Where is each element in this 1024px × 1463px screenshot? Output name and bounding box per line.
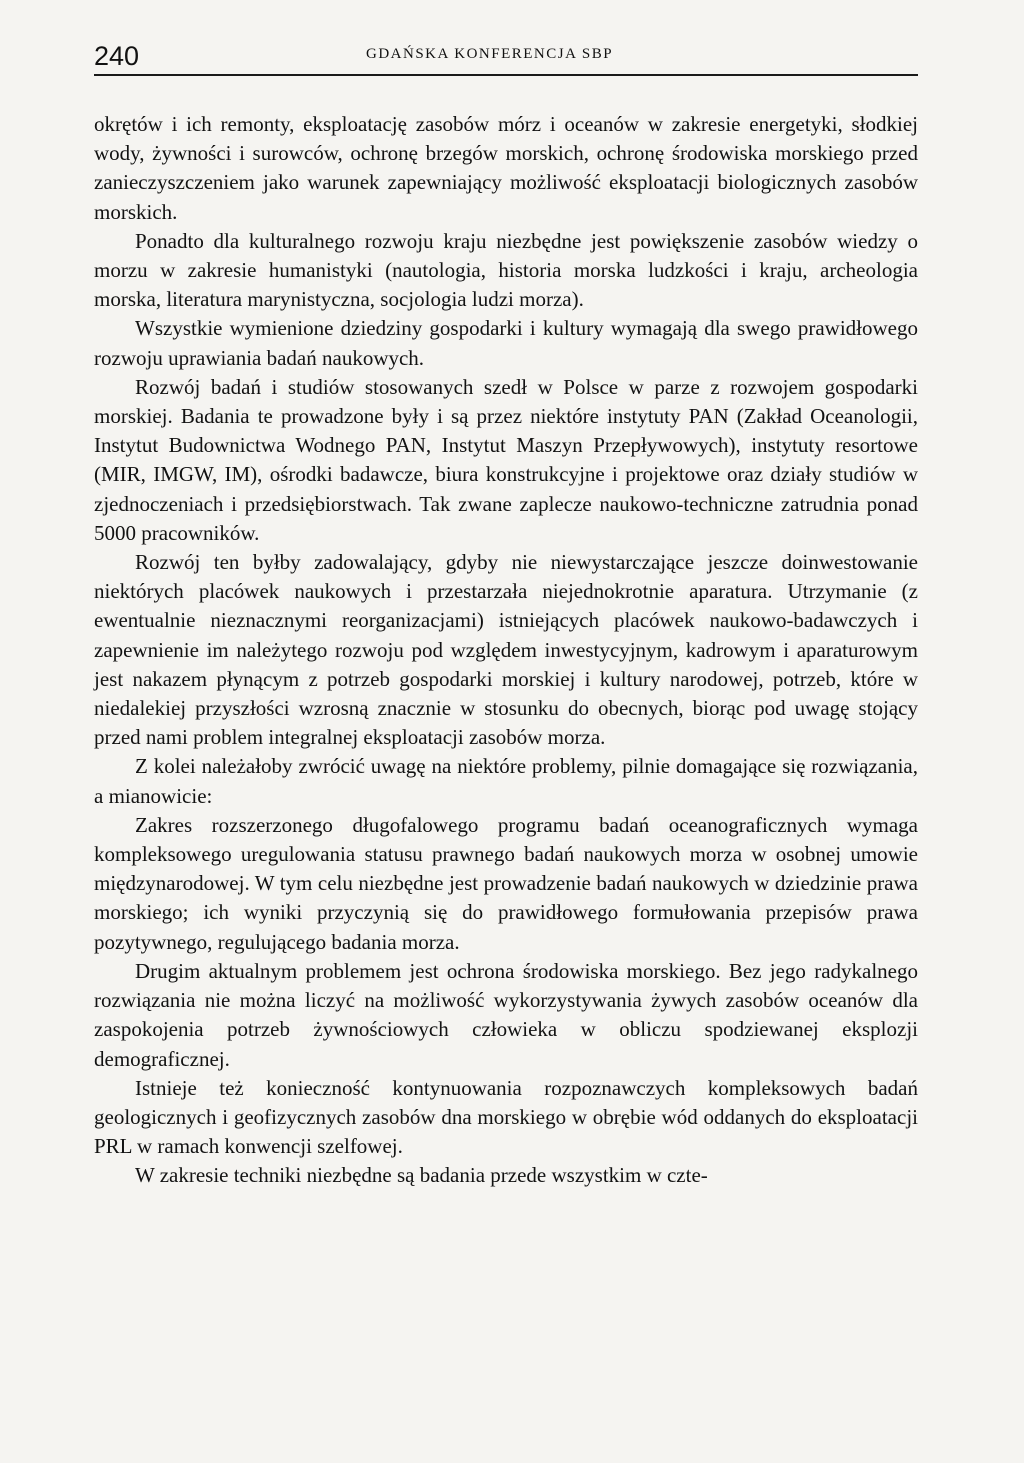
- paragraph: Zakres rozszerzonego długofalowego programu badań oceanograficznych wymaga kompleksowego uregulowania statusu prawnego badań naukowych morza w osobnej umowie międzynarodowej. W tym celu niezbędne jest prowadzenie badań naukowych w dziedzinie prawa morskiego; ich wyniki przyczynią się do prawidłowego formułowania przepisów prawa pozytywnego, regulującego badania morza.: [94, 812, 918, 954]
- paragraph: Rozwój ten byłby zadowalający, gdyby nie niewystarczające jeszcze doinwestowanie niektórych placówek naukowych i przestarzała niejednokrotnie aparatura. Utrzymanie (z ewentualnie nieznacznymi reorganizacjami) istniejących placówek naukowo-badawczych i zapewnienie im należytego rozwoju pod względem inwestycyjnym, kadrowym i aparaturowym jest nakazem płynącym z potrzeb gospodarki morskiej i kultury narodowej, potrzeb, które w niedalekiej przyszłości wzrosną znacznie w stosunku do obecnych, biorąc pod uwagę stojący przed nami problem integralnej eksploatacji zasobów morza.: [94, 550, 918, 750]
- paragraph: Drugim aktualnym problemem jest ochrona środowiska morskiego. Bez jego radykalnego rozwiązania nie można liczyć na możliwość wykorzystywania żywych zasobów oceanów dla zaspokojenia potrzeb żywnościowych człowieka w obliczu spodziewanej eksplozji demograficznej.: [94, 958, 918, 1071]
- paragraph: Rozwój badań i studiów stosowanych szedł w Polsce w parze z rozwojem gospodarki morskiej. Badania te prowadzone były i są przez niektóre instytuty PAN (Zakład Oceanologii, Instytut Budownictwa Wodnego PAN, Instytut Maszyn Przepływowych), instytuty resortowe (MIR, IMGW, IM), ośrodki badawcze, biura konstrukcyjne i projektowe oraz działy studiów w zjednoczeniach i przedsiębiorstwach. Tak zwane zaplecze naukowo-techniczne zatrudnia ponad 5000 pracowników.: [94, 374, 918, 545]
- page-number: 240: [94, 41, 140, 71]
- paragraph: Ponadto dla kulturalnego rozwoju kraju niezbędne jest powiększenie zasobów wiedzy o morzu w zakresie humanistyki (nautologia, historia morska ludzkości i kraju, archeologia morska, literatura marynistyczna, socjologia ludzi morza).: [94, 228, 918, 312]
- body-text: [94, 110, 918, 1191]
- paragraph: Istnieje też konieczność kontynuowania rozpoznawczych kompleksowych badań geologicznych i geofizycznych zasobów dna morskiego w obrębie wód oddanych do eksploatacji PRL w ramach konwencji szelfowej.: [94, 1075, 918, 1159]
- journal-title: GDAŃSKA KONFERENCJA SBP: [366, 46, 614, 62]
- paragraph: Wszystkie wymienione dziedziny gospodarki i kultury wymagają dla swego prawidłowego rozwoju uprawiania badań naukowych.: [94, 316, 918, 370]
- paragraph: Z kolei należałoby zwrócić uwagę na niektóre problemy, pilnie domagające się rozwiązania, a mianowicie:: [94, 754, 918, 808]
- paragraph: okrętów i ich remonty, eksploatację zasobów mórz i oceanów w zakresie energetyki, słodkiej wody, żywności i surowców, ochronę brzegów morskich, ochronę środowiska morskiego przed zanieczyszczeniem jako warunek zapewniający możliwość eksploatacji biologicznych zasobów morskich.: [94, 112, 918, 224]
- document-page: [94, 40, 918, 1191]
- paragraph: W zakresie techniki niezbędne są badania przede wszystkim w czte-: [135, 1163, 708, 1188]
- running-head: [94, 40, 918, 76]
